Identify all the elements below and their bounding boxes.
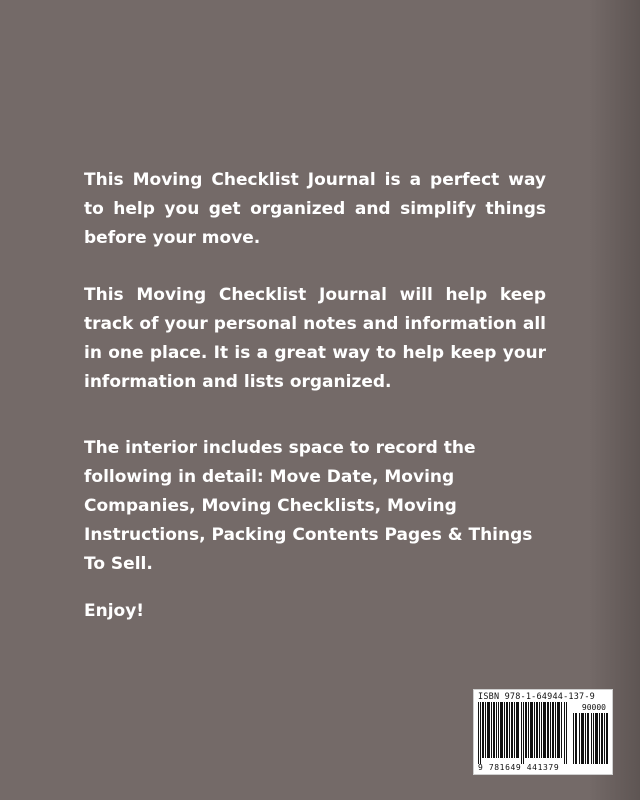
description-paragraph-2: This Moving Checklist Journal will help keep track of your personal notes and information all in one place. It is a great way to help keep your information and lists organized.	[84, 285, 546, 392]
barcode-digits: 9 781649 441379	[478, 763, 560, 772]
closing-text: Enjoy!	[84, 601, 145, 621]
price-code: 90000	[581, 703, 606, 712]
isbn-label: ISBN 978-1-64944-137-9	[478, 692, 595, 702]
price-addon-bars-icon	[573, 713, 609, 764]
description-paragraph-3: The interior includes space to record the following in detail: Move Date, Moving Companies, Moving Checklists, Moving Instructions, Packing Contents Pages & Things To Sell.	[84, 438, 533, 574]
isbn-barcode	[473, 689, 613, 775]
barcode-bars-icon	[478, 702, 568, 764]
description-paragraph-1: This Moving Checklist Journal is a perfect way to help you get organized and simplify things before your move.	[84, 170, 546, 248]
